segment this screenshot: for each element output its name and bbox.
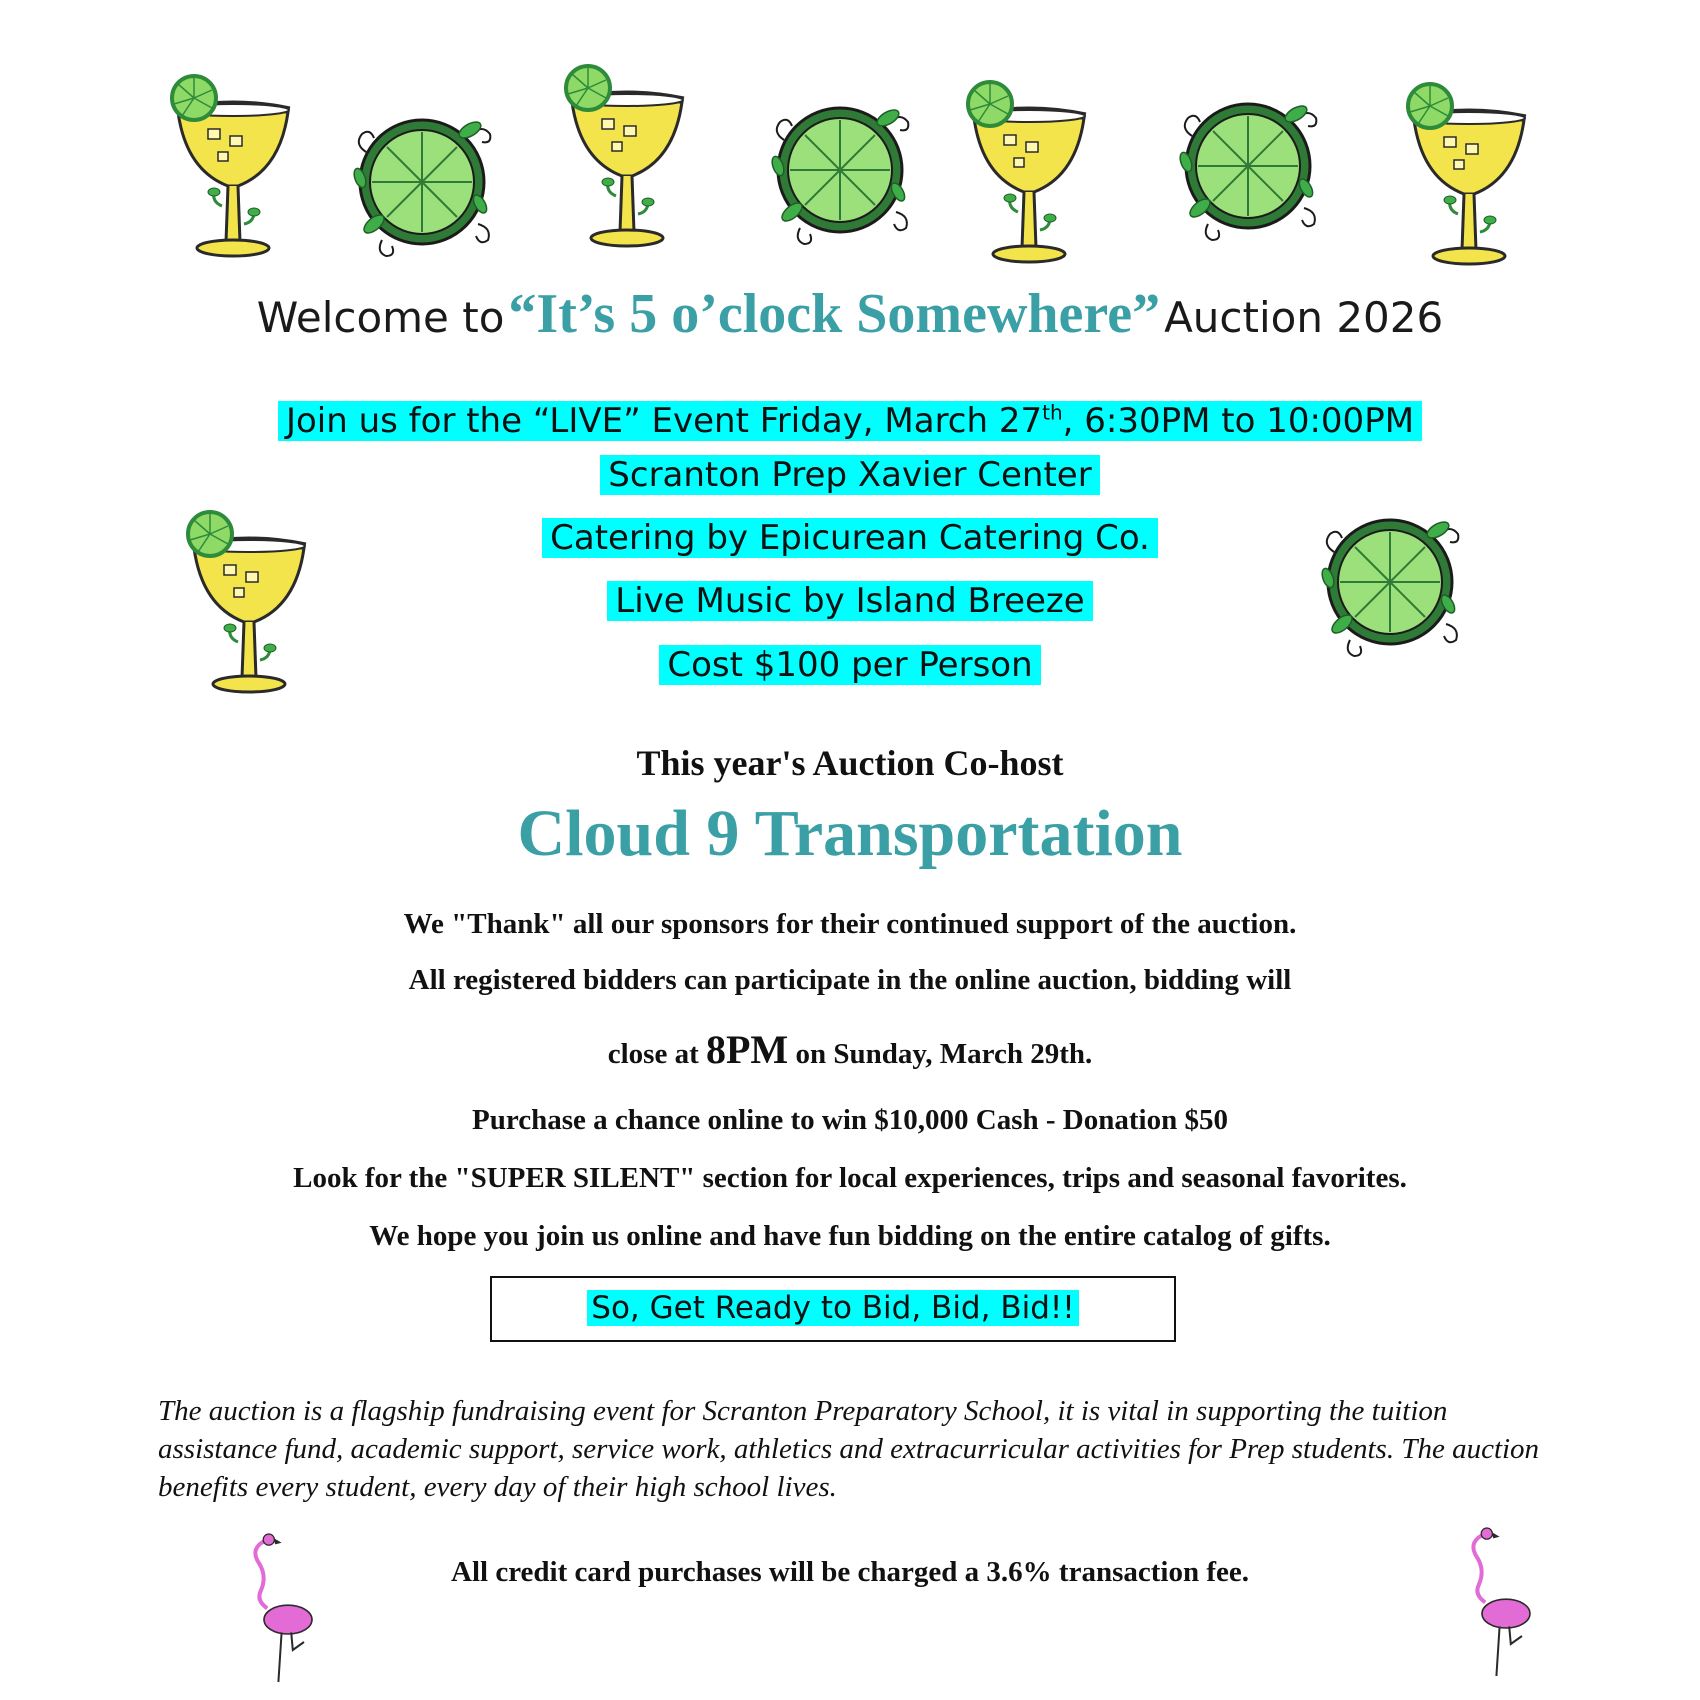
bid-callout bbox=[490, 1276, 1176, 1342]
margarita-icon bbox=[562, 64, 692, 254]
title-suffix: Auction 2026 bbox=[1164, 293, 1444, 342]
close-post: on Sunday, March 29th. bbox=[795, 1038, 1093, 1070]
hope-line: We hope you join us online and have fun bidding on the entire catalog of gifts. bbox=[369, 1220, 1331, 1252]
bid-callout-text: So, Get Ready to Bid, Bid, Bid!! bbox=[587, 1290, 1078, 1326]
super-silent-line: Look for the "SUPER SILENT" section for local experiences, trips and seasonal favorites. bbox=[293, 1162, 1407, 1194]
close-line bbox=[0, 1026, 1700, 1073]
bidders-line: All registered bidders can participate in the online auction, bidding will bbox=[408, 964, 1292, 996]
cohost-name: Cloud 9 Transportation bbox=[517, 797, 1183, 870]
event-music: Live Music by Island Breeze bbox=[607, 581, 1092, 621]
event-catering: Catering by Epicurean Catering Co. bbox=[542, 518, 1158, 558]
close-time: 8PM bbox=[706, 1027, 789, 1072]
cohost-label: This year's Auction Co-host bbox=[636, 743, 1064, 783]
title-welcome: Welcome to bbox=[256, 293, 505, 342]
flamingo-icon bbox=[1448, 1524, 1548, 1684]
thanks-line: We "Thank" all our sponsors for their continued support of the auction. bbox=[403, 908, 1297, 940]
close-pre: close at bbox=[607, 1038, 699, 1070]
mission-paragraph: The auction is a flagship fundraising event for Scranton Preparatory School, it is vital in supporting the tuition assistance fund, academic support, service work, athletics and extracurricular activities for Prep students. The auction benefits every student, every day of their high school lives. bbox=[158, 1395, 1540, 1503]
margarita-icon bbox=[168, 74, 298, 264]
event-date-pre: Join us for the “LIVE” Event Friday, March 27 bbox=[285, 401, 1043, 442]
raffle-line: Purchase a chance online to win $10,000 Cash - Donation $50 bbox=[472, 1104, 1228, 1136]
margarita-icon bbox=[964, 80, 1094, 270]
event-date-post: , 6:30PM to 10:00PM bbox=[1062, 401, 1415, 442]
flamingo-icon bbox=[230, 1530, 330, 1690]
margarita-icon bbox=[1404, 82, 1534, 272]
event-date-sup: th bbox=[1042, 401, 1063, 425]
lime-icon bbox=[770, 100, 910, 250]
page-title bbox=[0, 282, 1700, 346]
event-cost: Cost $100 per Person bbox=[659, 645, 1040, 685]
title-quote: “It’s 5 o’clock Somewhere” bbox=[508, 283, 1161, 345]
event-date-line bbox=[0, 388, 1700, 446]
event-venue: Scranton Prep Xavier Center bbox=[600, 455, 1099, 495]
fee-notice: All credit card purchases will be charged a 3.6% transaction fee. bbox=[451, 1556, 1249, 1588]
lime-icon bbox=[352, 112, 492, 262]
lime-icon bbox=[1178, 96, 1318, 246]
